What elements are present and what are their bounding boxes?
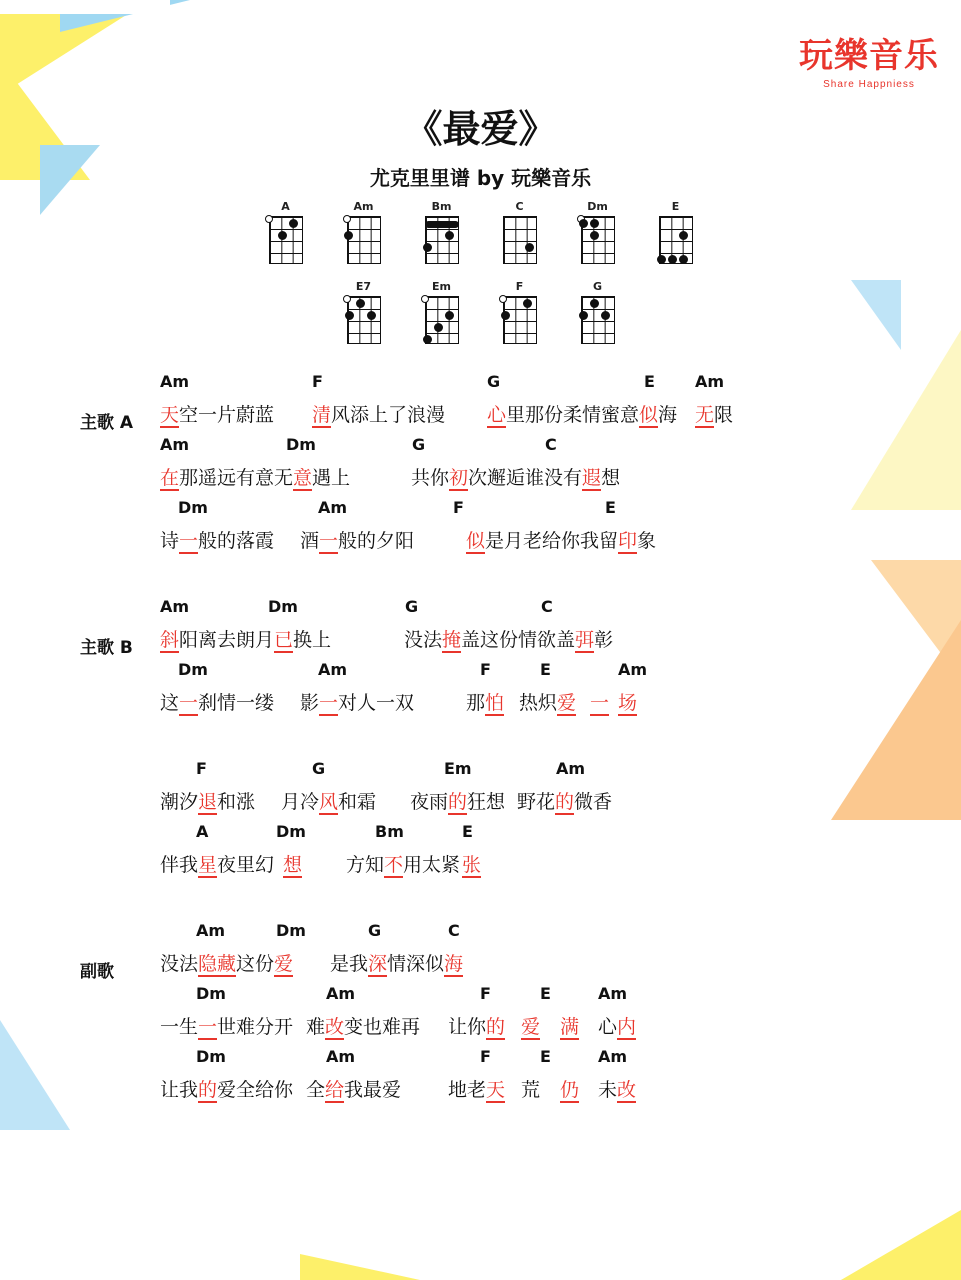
chord-diagram-G [572,280,624,348]
chord: F [453,498,464,517]
chord: Am [318,660,348,679]
chord-diagram-Em [416,280,468,348]
chord-name: G [592,280,603,293]
chord: E [540,660,551,679]
chord-name: Em [432,280,451,293]
chord: C [541,597,553,616]
chord-grid [339,216,389,268]
page-title: 《最爱》 [404,107,557,151]
chord: Am [598,1047,628,1066]
logo-wordmark: 玩樂音乐 [799,36,939,76]
chord: G [405,597,419,616]
chord-line [0,759,961,787]
line-block [0,759,961,820]
line-block [0,372,961,433]
chord-grid [573,216,623,268]
chord: Am [326,984,356,1003]
chord-line [0,597,961,625]
lyric-line: 伴我星夜里幻 想 方知不用太紧 张 [160,854,482,876]
section-verse-a [0,372,961,559]
chord-diagram-Dm [572,200,624,268]
chord-grid [261,216,311,268]
line-block [0,984,961,1045]
chord-grid [417,216,467,268]
chord: F [312,372,323,391]
chord: Bm [375,822,404,841]
chord-name: Dm [587,200,608,213]
chord-grid [651,216,701,268]
section-chorus [0,921,961,1108]
chord: Am [196,921,226,940]
chord: Am [695,372,725,391]
chord-line [0,498,961,526]
chord: Dm [276,921,306,940]
song-sheet [0,372,961,1112]
chord-line [0,921,961,949]
chord: G [487,372,501,391]
decor-triangle-bottom-right-yellow [841,1210,961,1280]
lyric-line: 一生一世难分开 难改变也难再 让你的 爱 满 心内 [160,1016,637,1038]
chord: Dm [178,660,208,679]
line-block [0,660,961,721]
chord: Dm [286,435,316,454]
chord: Am [160,597,190,616]
chord: E [540,1047,551,1066]
lyric-line: 斜阳离去朗月已换上 没法掩盖这份情欲盖弭彰 [160,629,614,651]
chord: Am [618,660,648,679]
chord-row-2 [0,280,961,348]
brand-logo [799,28,939,90]
chord-diagram-Am [338,200,390,268]
chord-name: Bm [431,200,452,213]
logo-tagline: Share Happniess [823,79,915,90]
chord: E [540,984,551,1003]
chord: E [605,498,616,517]
chord-line [0,435,961,463]
chord-diagram-E [650,200,702,268]
chord-grid [495,216,545,268]
chord-name: F [515,280,524,293]
chord: Em [444,759,472,778]
chord: Dm [196,1047,226,1066]
chord-line [0,660,961,688]
chord-diagram-A [260,200,312,268]
chord: C [448,921,460,940]
lyric-line: 没法隐藏这份爱 是我深情深似海 [160,953,464,975]
section-label: 副歌 [80,962,114,982]
chord: Am [160,435,190,454]
decor-top-white-bar [0,0,170,14]
chord-grid [495,296,545,348]
line-block [0,435,961,496]
chord: A [196,822,209,841]
chord-diagram-C [494,200,546,268]
chord-line [0,1047,961,1075]
line-block [0,597,961,658]
chord: Am [556,759,586,778]
chord-grid [573,296,623,348]
lyric-line: 这一刹情一缕 影一对人一双 那怕 热炽爱 一 场 [160,692,638,714]
chord: C [545,435,557,454]
page-subtitle: 尤克里里谱 by 玩樂音乐 [369,166,592,190]
chord-name: E [671,200,680,213]
chord: Dm [276,822,306,841]
chord: E [462,822,473,841]
chord-line [0,372,961,400]
section-bridge [0,759,961,883]
lyric-line: 潮汐退和涨 月冷风和霜 夜雨的狂想 野花的微香 [160,791,613,813]
chord: E [644,372,655,391]
chord-name: C [515,200,524,213]
section-spacer [0,563,961,597]
chord-grid [339,296,389,348]
chord: F [480,1047,491,1066]
section-label: 主歌 A [80,413,134,433]
chord-row-1 [0,200,961,268]
chord: G [312,759,326,778]
lyric-line: 诗一般的落霞 酒一般的夕阳 似是月老给你我留印象 [160,530,657,552]
chord: Dm [268,597,298,616]
chord: F [196,759,207,778]
chord: Am [318,498,348,517]
chord: G [368,921,382,940]
lyric-line: 天空一片蔚蓝 清风添上了浪漫 心里那份柔情蜜意似海 无限 [160,404,734,426]
chord: F [480,660,491,679]
chord-name: E7 [355,280,372,293]
line-block [0,498,961,559]
lyric-line: 在那遥远有意无意遇上 共你初次邂逅谁没有遐想 [160,467,621,489]
chord: Am [598,984,628,1003]
decor-triangle-bottom-mid-yellow [300,1254,420,1280]
chord-diagram-E7 [338,280,390,348]
chord: Am [160,372,190,391]
chord-name: Am [353,200,374,213]
chord: Dm [196,984,226,1003]
chord: Am [326,1047,356,1066]
line-block [0,1047,961,1108]
section-verse-b [0,597,961,721]
chord: G [412,435,426,454]
chord-diagram-section [0,200,961,348]
chord: F [480,984,491,1003]
chord-line [0,822,961,850]
line-block [0,822,961,883]
chord-diagram-Bm [416,200,468,268]
chord-diagram-F [494,280,546,348]
chord: Dm [178,498,208,517]
lyric-line: 让我的爱全给你 全给我最爱 地老天 荒 仍 未改 [160,1079,637,1101]
section-label: 主歌 B [80,638,133,658]
section-spacer [0,887,961,921]
chord-line [0,984,961,1012]
line-block [0,921,961,982]
chord-name: A [281,200,290,213]
chord-grid [417,296,467,348]
section-spacer [0,725,961,759]
